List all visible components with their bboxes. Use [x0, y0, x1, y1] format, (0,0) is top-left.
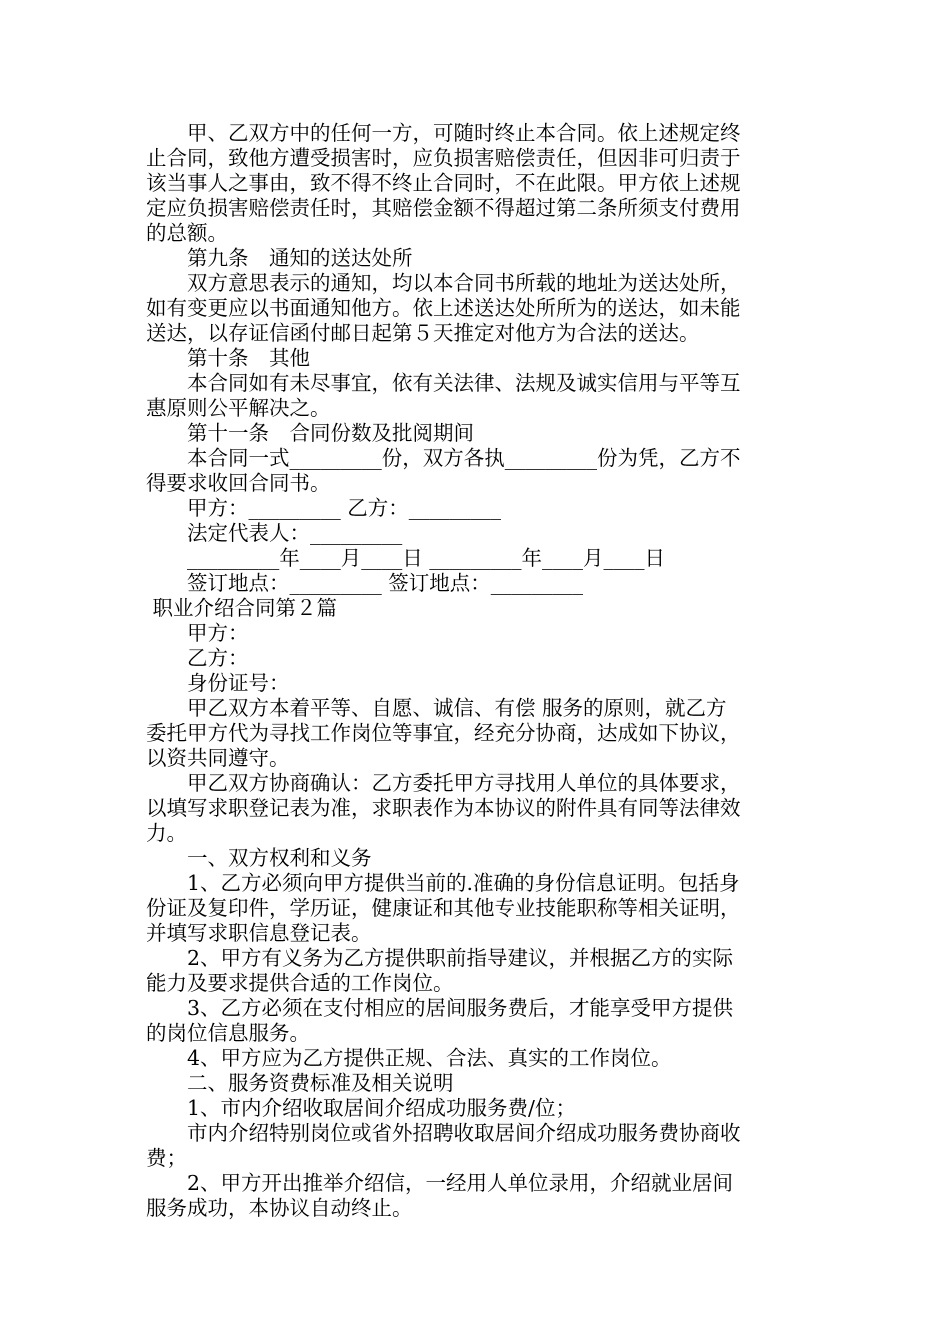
text-line: 职业介绍合同第２篇 — [146, 596, 338, 620]
paragraph — [146, 996, 810, 1046]
text-line: 能力及要求提供合适的工作岗位。 — [146, 971, 454, 995]
text-line: 一、双方权利和义务 — [146, 846, 372, 870]
text-line: 第九条 通知的送达处所 — [146, 246, 413, 270]
paragraph — [146, 1096, 810, 1121]
text-line: 甲乙双方本着平等、自愿、诚信、有偿 服务的原则，就乙方 — [146, 696, 727, 720]
text-line: 本合同一式_________份，双方各执_________份为凭，乙方不 — [146, 446, 741, 470]
paragraph — [146, 371, 810, 421]
paragraph — [146, 271, 810, 346]
paragraph — [146, 446, 810, 496]
paragraph — [146, 496, 810, 521]
paragraph — [146, 646, 810, 671]
text-line: 1、市内介绍收取居间介绍成功服务费/位； — [146, 1096, 576, 1120]
text-line: 惠原则公平解决之。 — [146, 396, 331, 420]
text-line: 的总额。 — [146, 221, 228, 245]
text-line: 双方意思表示的通知，均以本合同书所载的地址为送达处所， — [146, 271, 741, 295]
text-line: 第十一条 合同份数及批阅期间 — [146, 421, 474, 445]
text-line: 该当事人之事由，致不得不终止合同时，不在此限。甲方依上述规 — [146, 171, 741, 195]
text-line: 2、甲方有义务为乙方提供职前指导建议，并根据乙方的实际 — [146, 946, 734, 970]
text-line: 甲乙双方协商确认：乙方委托甲方寻找用人单位的具体要求， — [146, 771, 741, 795]
text-line: 甲方：_________ 乙方：_________ — [146, 496, 502, 520]
text-line: 费； — [146, 1146, 187, 1170]
text-line: 3、乙方必须在支付相应的居间服务费后，才能享受甲方提供 — [146, 996, 734, 1020]
text-line: 以资共同遵守。 — [146, 746, 290, 770]
paragraph — [146, 1171, 810, 1221]
paragraph — [146, 121, 810, 246]
text-line: 2、甲方开出推举介绍信，一经用人单位录用，介绍就业居间 — [146, 1171, 734, 1195]
text-line: 服务成功，本协议自动终止。 — [146, 1196, 413, 1220]
paragraph — [146, 871, 810, 946]
paragraph — [146, 1121, 810, 1171]
text-line: 1、乙方必须向甲方提供当前的.准确的身份信息证明。包括身 — [146, 871, 740, 895]
text-line: 并填写求职信息登记表。 — [146, 921, 372, 945]
paragraph — [146, 1071, 810, 1096]
paragraph — [146, 1046, 810, 1071]
paragraph — [146, 546, 810, 571]
document-page — [146, 121, 810, 1221]
text-line: 第十条 其他 — [146, 346, 310, 370]
paragraph — [146, 696, 810, 771]
paragraph — [146, 621, 810, 646]
text-line: 身份证号： — [146, 671, 290, 695]
text-line: 送达，以存证信函付邮日起第５天推定对他方为合法的送达。 — [146, 321, 700, 345]
paragraph — [146, 521, 810, 546]
text-line: 的岗位信息服务。 — [146, 1021, 310, 1045]
text-line: 得要求收回合同书。 — [146, 471, 331, 495]
text-line: 法定代表人：_________ — [146, 521, 403, 545]
text-line: 签订地点：_________ 签订地点：_________ — [146, 571, 584, 595]
text-line: 份证及复印件，学历证，健康证和其他专业技能职称等相关证明， — [146, 896, 741, 920]
paragraph — [146, 421, 810, 446]
text-line: 乙方： — [146, 646, 249, 670]
paragraph — [146, 671, 810, 696]
paragraph — [146, 246, 810, 271]
text-line: 市内介绍特别岗位或省外招聘收取居间介绍成功服务费协商收 — [146, 1121, 741, 1145]
paragraph — [146, 346, 810, 371]
text-line: 4、甲方应为乙方提供正规、合法、真实的工作岗位。 — [146, 1046, 672, 1070]
paragraph — [146, 771, 810, 846]
paragraph — [146, 846, 810, 871]
text-line: 止合同，致他方遭受损害时，应负损害赔偿责任，但因非可归责于 — [146, 146, 741, 170]
text-line: 力。 — [146, 821, 187, 845]
text-line: 委托甲方代为寻找工作岗位等事宜，经充分协商，达成如下协议， — [146, 721, 741, 745]
text-line: 甲、乙双方中的任何一方，可随时终止本合同。依上述规定终 — [146, 121, 741, 145]
text-line: 本合同如有未尽事宜，依有关法律、法规及诚实信用与平等互 — [146, 371, 741, 395]
text-line: 定应负损害赔偿责任时，其赔偿金额不得超过第二条所须支付费用 — [146, 196, 741, 220]
text-line: 二、服务资费标准及相关说明 — [146, 1071, 454, 1095]
paragraph — [146, 571, 810, 596]
paragraph — [146, 946, 810, 996]
text-line: 以填写求职登记表为准，求职表作为本协议的附件具有同等法律效 — [146, 796, 741, 820]
paragraph — [146, 596, 810, 621]
text-line: _________年____月____日 _________年____月____日 — [146, 546, 666, 570]
text-line: 如有变更应以书面通知他方。依上述送达处所所为的送达，如未能 — [146, 296, 741, 320]
text-line: 甲方： — [146, 621, 249, 645]
